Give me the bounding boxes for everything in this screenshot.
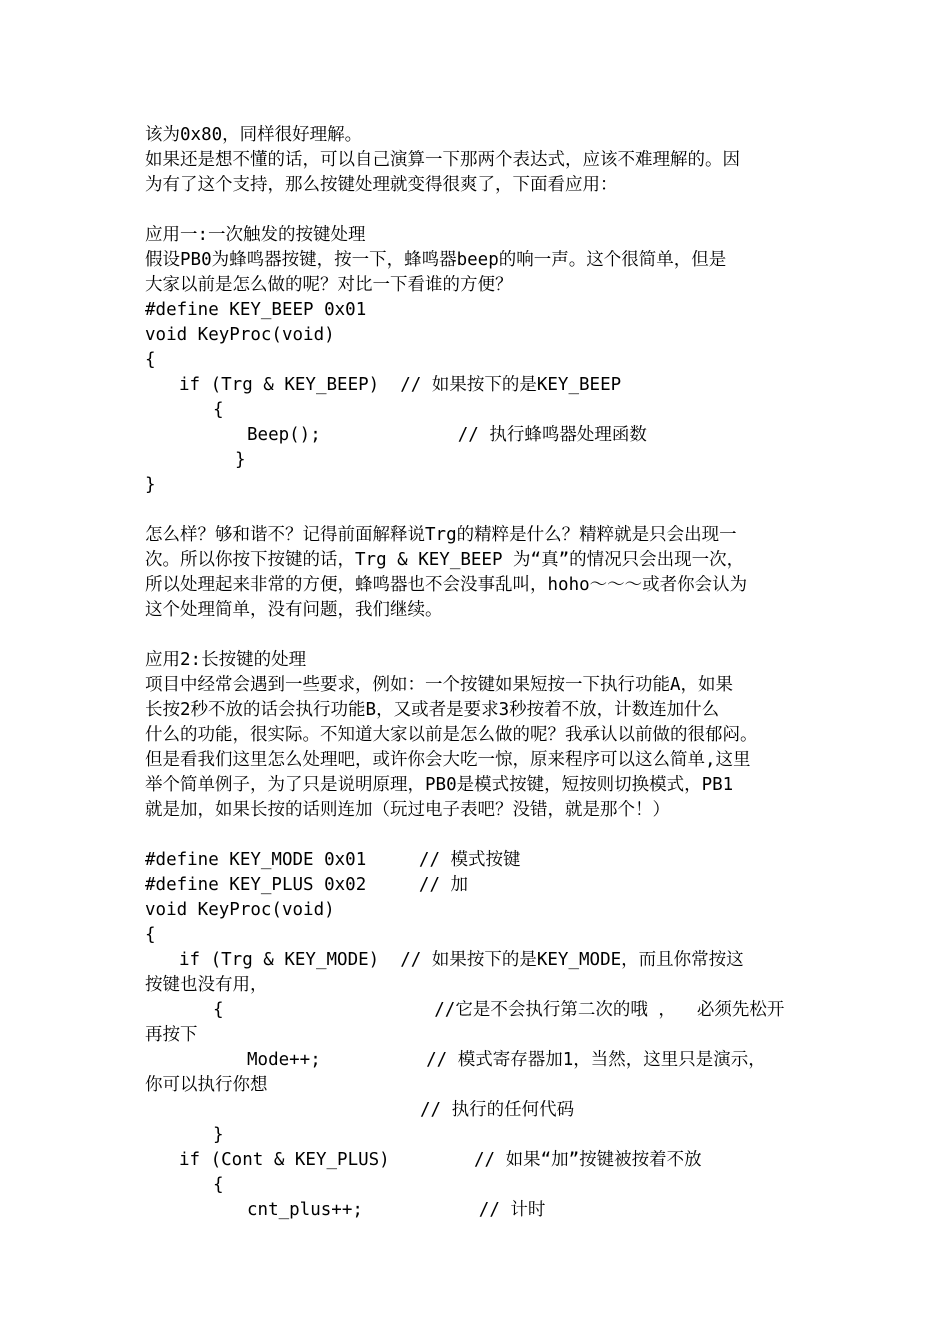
code-line: #define KEY_MODE 0x01 // 模式按键 [145, 850, 521, 870]
code-line: #define KEY_PLUS 0x02 // 加 [145, 875, 469, 895]
code-line: Mode++; // 模式寄存器加1，当然，这里只是演示， [247, 1050, 766, 1070]
text-line: 项目中经常会遇到一些要求，例如：一个按键如果短按一下执行功能A，如果 [145, 675, 734, 695]
text-line: 怎么样？够和谐不？记得前面解释说Trg的精粹是什么？精粹就是只会出现一 [145, 525, 737, 545]
code-line: { [213, 1175, 224, 1195]
code-line: { [145, 350, 156, 370]
section-heading: 应用一:一次触发的按键处理 [145, 225, 366, 245]
code-line: void KeyProc(void) [145, 325, 335, 345]
text-line: 为有了这个支持，那么按键处理就变得很爽了，下面看应用： [145, 175, 618, 195]
text-line: 大家以前是怎么做的呢？对比一下看谁的方便？ [145, 275, 513, 295]
code-line: { [145, 925, 156, 945]
text-line: 但是看我们这里怎么处理吧，或许你会大吃一惊，原来程序可以这么简单,这里 [145, 750, 751, 770]
text-line: 该为0x80，同样很好理解。 [145, 125, 363, 145]
code-line: Beep(); // 执行蜂鸣器处理函数 [247, 425, 647, 445]
text-line: 就是加，如果长按的话则连加（玩过电子表吧？没错，就是那个！） [145, 800, 670, 820]
code-line: } [213, 1125, 224, 1145]
code-line: if (Trg & KEY_MODE) // 如果按下的是KEY_MODE，而且你常按这 [179, 950, 744, 970]
code-line: if (Cont & KEY_PLUS) // 如果“加”按键被按着不放 [179, 1150, 702, 1170]
code-line: #define KEY_BEEP 0x01 [145, 300, 367, 320]
section-heading: 应用2:长按键的处理 [145, 650, 307, 670]
text-line: 假设PB0为蜂鸣器按键，按一下，蜂鸣器beep的响一声。这个很简单，但是 [145, 250, 727, 270]
text-line: 这个处理简单，没有问题，我们继续。 [145, 600, 443, 620]
text-line: 所以处理起来非常的方便，蜂鸣器也不会没事乱叫，hoho～～～或者你会认为 [145, 575, 748, 595]
code-line: { //它是不会执行第二次的哦 ， 必须先松开 [213, 1000, 785, 1020]
text-line: 如果还是想不懂的话，可以自己演算一下那两个表达式，应该不难理解的。因 [145, 150, 740, 170]
code-line: void KeyProc(void) [145, 900, 335, 920]
code-line: 按键也没有用， [145, 975, 268, 995]
text-line: 次。所以你按下按键的话，Trg & KEY_BEEP 为“真”的情况只会出现一次， [145, 550, 745, 570]
code-line: // 执行的任何代码 [420, 1100, 575, 1120]
text-line: 举个简单例子，为了只是说明原理，PB0是模式按键，短按则切换模式，PB1 [145, 775, 734, 795]
code-line: } [235, 450, 246, 470]
code-line: { [213, 400, 224, 420]
code-line: 再按下 [145, 1025, 198, 1045]
code-line: } [145, 475, 156, 495]
code-line: 你可以执行你想 [145, 1075, 268, 1095]
code-line: cnt_plus++; // 计时 [247, 1200, 546, 1220]
code-line: if (Trg & KEY_BEEP) // 如果按下的是KEY_BEEP [179, 375, 622, 395]
text-line: 长按2秒不放的话会执行功能B，又或者是要求3秒按着不放，计数连加什么 [145, 700, 720, 720]
text-line: 什么的功能，很实际。不知道大家以前是怎么做的呢？我承认以前做的很郁闷。 [145, 725, 758, 745]
